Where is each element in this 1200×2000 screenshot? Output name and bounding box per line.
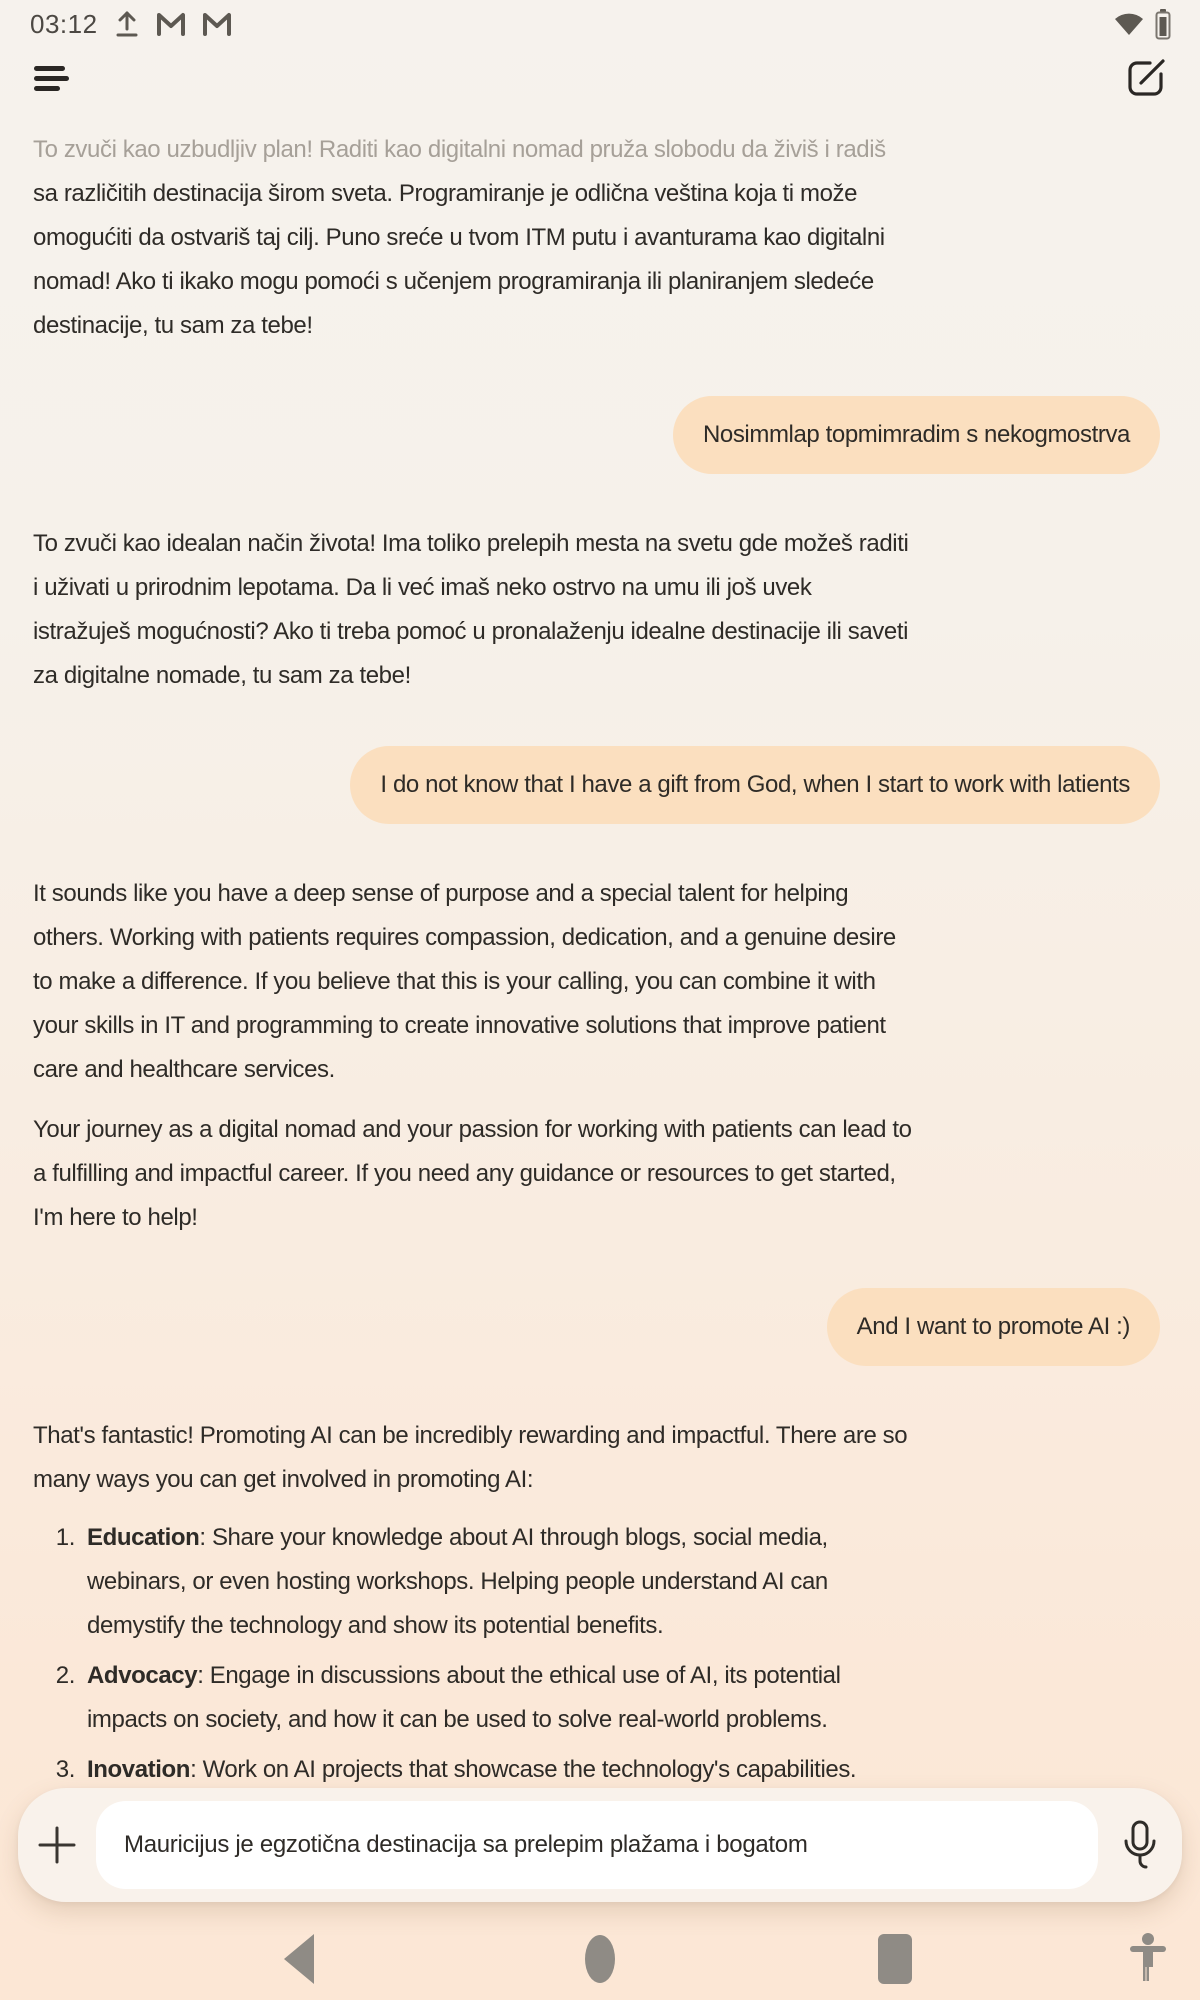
message-input[interactable] [96,1801,1098,1889]
microphone-icon[interactable] [1098,1819,1182,1871]
list-item-number: 2. [55,1662,75,1689]
app-header [0,42,1200,108]
home-icon[interactable] [582,1932,618,1986]
status-bar [0,0,1200,42]
back-icon[interactable] [280,1931,320,1987]
assistant-message [33,522,913,698]
battery-icon [1154,8,1172,40]
compose-icon[interactable] [1124,56,1168,105]
user-message [33,396,1160,474]
gmail-icon [156,11,186,37]
message-input-bar [18,1788,1182,1902]
assistant-paragraph: Your journey as a digital nomad and your passion for working with patients can lead to a fulfilling and impactful career. If you need any guidance or resources to get started, I'm here to help! [33,1116,912,1231]
assistant-message-text: sa različitih destinacija širom sveta. Programiranje je odlična veština koja ti može omogućiti da ostvariš taj cilj. Puno sreće u tvom ITM putu i avanturama kao digitalni nomad! Ako ti ikako mogu pomoći s učenjem programiranja ili planiranjem sledeće destinacije, tu sam za tebe! [33,180,885,339]
android-navigation-bar [0,1918,1200,2000]
list-item [33,1654,913,1742]
list-item-body: : Share your knowledge about AI through blogs, social media, webinars, or even hosting workshops. Helping people understand AI can demystify the technology and show its potential benefits. [87,1524,828,1639]
list-item-number: 1. [55,1524,75,1551]
accessibility-icon[interactable] [1128,1931,1168,1987]
list-item-term: Inovation [87,1756,191,1783]
recents-icon[interactable] [875,1931,915,1987]
chat-scroll-area[interactable] [0,108,1200,2000]
assistant-message-text: That's fantastic! Promoting AI can be incredibly rewarding and impactful. There are so many ways you can get involved in promoting AI: [33,1422,908,1493]
gmail-icon [202,11,232,37]
plus-icon[interactable] [18,1825,96,1865]
list-item-term: Education [87,1524,200,1551]
user-message-bubble: And I want to promote AI :) [827,1288,1160,1366]
user-message-bubble: Nosimmlap topmimradim s nekogmostrva [673,396,1160,474]
assistant-paragraph: It sounds like you have a deep sense of purpose and a special talent for helping others. Working with patients requires compassion, dedication, and a genuine desire to make a difference. If you believe that this is your calling, you can combine it with your skills in IT and programming to create innovative solutions that improve patient care and healthcare services. [33,880,896,1083]
list-item-number: 3. [55,1756,75,1783]
list-item-term: Advocacy [87,1662,198,1689]
assistant-message [33,1414,913,1792]
list-item-body: : Work on AI projects that showcase the technology's capabilities. [190,1756,857,1783]
wifi-icon [1114,12,1144,36]
menu-icon[interactable] [32,62,74,99]
list-item [33,1516,913,1648]
list-item-clipped [33,1748,913,1792]
user-message [33,746,1160,824]
assistant-message [33,128,913,348]
user-message-bubble: I do not know that I have a gift from God, when I start to work with latients [350,746,1160,824]
assistant-message-text: To zvuči kao idealan način života! Ima toliko prelepih mesta na svetu gde možeš raditi i uživati u prirodnim lepotama. Da li već imaš neko ostrvo na umu ili još uvek istražuješ mogućnosti? Ako ti treba pomoć u pronalaženju idealne destinacije ili saveti za digitalne nomade, tu sam za tebe! [33,530,909,689]
assistant-message [33,872,913,1240]
upload-icon [114,9,140,39]
user-message [33,1288,1160,1366]
clock: 03:12 [30,8,98,39]
assistant-message-faded-line: To zvuči kao uzbudljiv plan! Raditi kao digitalni nomad pruža slobodu da živiš i radiš [33,136,886,163]
list-item-body: : Engage in discussions about the ethical use of AI, its potential impacts on society, and how it can be used to solve real-world problems. [87,1662,841,1733]
numbered-list [33,1516,913,1792]
